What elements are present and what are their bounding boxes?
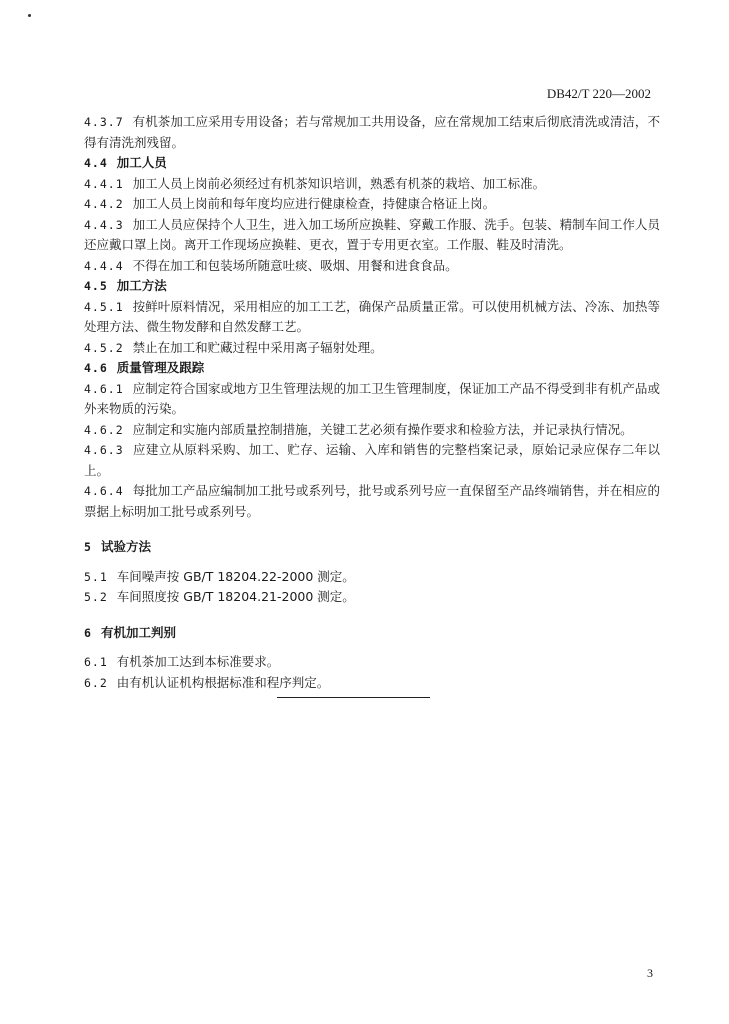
clause-number: 4.6.4 (84, 484, 124, 498)
clause-text: 按鲜叶原料情况，采用相应的加工工艺，确保产品质量正常。可以使用机械方法、冷冻、加热等处理方法、微生物发酵和自然发酵工艺。 (84, 298, 660, 334)
section-heading-4-6 (84, 358, 660, 379)
standard-code: DB42/T 220—2002 (546, 86, 651, 101)
clause-text: 禁止在加工和贮藏过程中采用离子辐射处理。 (132, 339, 383, 355)
clause-text: 不得在加工和包装场所随意吐痰、吸烟、用餐和进食食品。 (132, 257, 458, 273)
clause-text: 车间噪声按 GB/T 18204.22-2000 测定。 (116, 568, 355, 584)
clause-text: 应建立从原料采购、加工、贮存、运输、入库和销售的完整档案记录，原始记录应保存二年以上。 (84, 442, 660, 478)
section-heading-5 (84, 537, 660, 558)
page-number: 3 (647, 966, 653, 980)
clause-4-6-2 (84, 420, 660, 441)
clause-4-6-3 (84, 440, 660, 481)
clause-number: 6.1 (84, 655, 108, 669)
clause-5-2 (84, 587, 660, 608)
clause-number: 4.5.1 (84, 299, 124, 314)
section-title: 加工人员 (116, 155, 167, 170)
clause-text: 加工人员上岗前和每年度均应进行健康检查，持健康合格证上岗。 (132, 196, 496, 211)
clause-number: 5.1 (84, 569, 108, 584)
clause-4-5-2 (84, 338, 660, 359)
clause-text: 有机茶加工应采用专用设备；若与常规加工共用设备，应在常规加工结束后彻底清洗或清洁，不得有清洗剂残留。 (84, 114, 660, 150)
clause-number: 5.2 (84, 590, 108, 604)
section-heading-4-4 (84, 153, 660, 174)
clause-4-4-3 (84, 215, 660, 256)
clause-6-1 (84, 652, 660, 673)
clause-text: 车间照度按 GB/T 18204.21-2000 测定。 (116, 589, 355, 604)
section-title: 有机加工判别 (100, 624, 176, 640)
clause-text: 每批加工产品应编制加工批号或系列号，批号或系列号应一直保留至产品终端销售，并在相应的票据上标明加工批号或系列号。 (84, 483, 660, 519)
section-heading-6 (84, 623, 660, 644)
clause-number: 6.2 (84, 675, 108, 690)
section-number: 4.4 (84, 156, 108, 170)
clause-4-4-1 (84, 174, 660, 195)
clause-text: 应制定符合国家或地方卫生管理法规的加工卫生管理制度，保证加工产品不得受到非有机产品或外来物质的污染。 (84, 380, 660, 416)
clause-number: 4.4.4 (84, 258, 124, 273)
clause-number: 4.3.7 (84, 115, 124, 129)
clause-number: 4.6.3 (84, 443, 124, 457)
section-number: 4.6 (84, 361, 108, 375)
clause-6-2 (84, 673, 660, 694)
scan-dot (28, 14, 31, 17)
clause-4-6-4 (84, 481, 660, 522)
clause-4-4-4 (84, 256, 660, 277)
clause-text: 由有机认证机构根据标准和程序判定。 (116, 674, 330, 690)
section-title: 加工方法 (116, 278, 167, 293)
clause-text: 加工人员应保持个人卫生，进入加工场所应换鞋、穿戴工作服、洗手。包装、精制车间工作人员还应戴口罩上岗。离开工作现场应换鞋、更衣，置于专用更衣室。工作服、鞋及时清洗。 (84, 216, 660, 252)
clause-4-3-7 (84, 112, 660, 153)
clause-number: 4.6.2 (84, 422, 124, 437)
clause-number: 4.5.2 (84, 340, 124, 355)
clause-number: 4.4.3 (84, 217, 124, 232)
clause-5-1 (84, 567, 660, 588)
clause-text: 加工人员上岗前必须经过有机茶知识培训，熟悉有机茶的栽培、加工标准。 (132, 175, 546, 191)
section-title: 试验方法 (100, 539, 151, 554)
section-number: 6 (84, 625, 92, 640)
document-body (84, 112, 660, 693)
section-number: 4.5 (84, 279, 108, 293)
section-number: 5 (84, 540, 92, 554)
clause-text: 有机茶加工达到本标准要求。 (116, 654, 280, 669)
section-heading-4-5 (84, 276, 660, 297)
clause-4-5-1 (84, 297, 660, 338)
clause-text: 应制定和实施内部质量控制措施，关键工艺必须有操作要求和检验方法，并记录执行情况。 (132, 421, 633, 437)
clause-number: 4.4.1 (84, 176, 124, 191)
clause-number: 4.4.2 (84, 197, 124, 211)
clause-4-4-2 (84, 194, 660, 215)
clause-number: 4.6.1 (84, 381, 124, 396)
clause-4-6-1 (84, 379, 660, 420)
end-rule (277, 697, 430, 698)
section-title: 质量管理及跟踪 (116, 360, 205, 375)
